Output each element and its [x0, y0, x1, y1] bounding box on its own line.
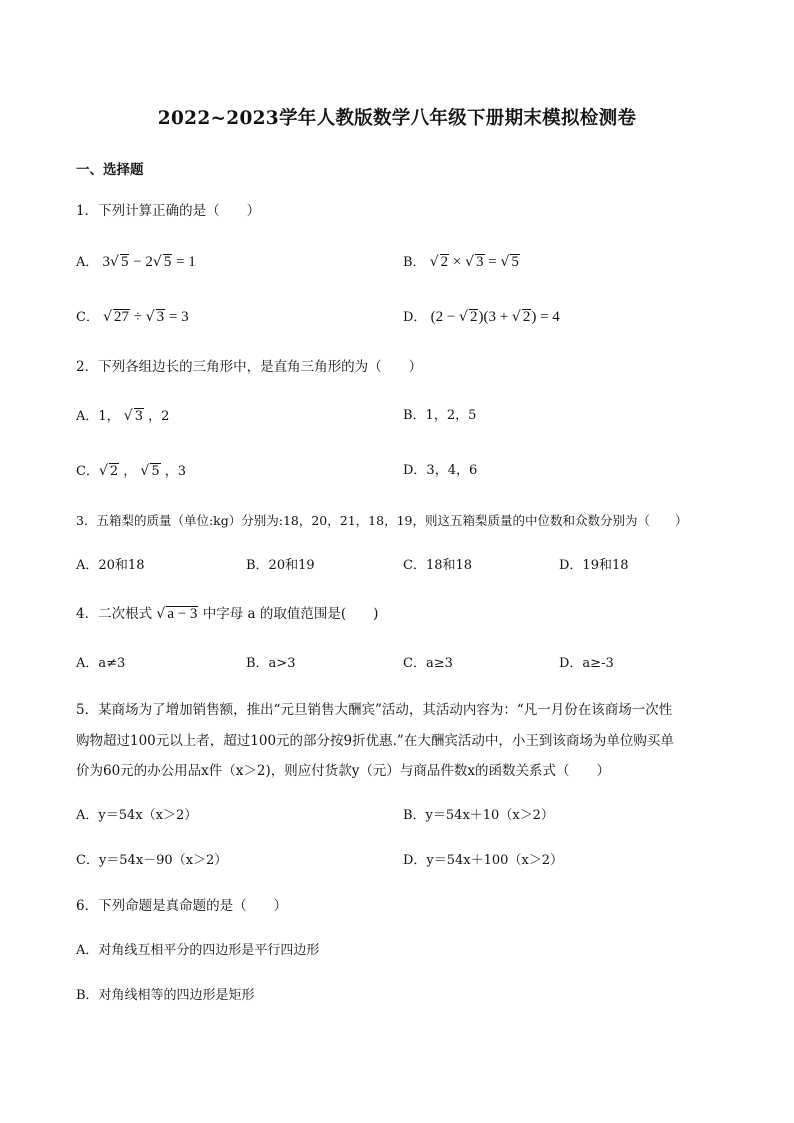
question-6-option-a[interactable]: A．对角线互相平分的四边形是平行四边形 [76, 943, 320, 958]
question-5-option-a[interactable]: A．y＝54x（x＞2） [76, 808, 198, 823]
question-2-option-c[interactable]: C．√ 2 ， √ 5 ，3 [76, 463, 187, 479]
radical-expression: √ a − 3 [156, 606, 198, 622]
page-title: 2022~2023学年人教版数学八年级下册期末模拟检测卷 [157, 108, 637, 129]
question-2-option-b[interactable]: B．1，2，5 [403, 408, 477, 423]
question-1-option-c[interactable]: C． √ 27 ÷ √ 3 = 3 [76, 309, 189, 325]
question-5-stem-line-3: 价为60元的办公用品x件（x＞2)，则应付货款y（元）与商品件数x的函数关系式（ ） [76, 763, 611, 779]
question-3-option-b[interactable]: B．20和19 [246, 558, 315, 573]
formula: (2 − √ 2)(3 + √ 2) = 4 [430, 309, 560, 325]
question-4-stem: 4．二次根式 √ a − 3 中字母 a 的取值范围是( ) [76, 606, 379, 622]
formula: 3√ 5 − 2√ 5 = 1 [102, 254, 196, 270]
question-5-stem-line-1: 5．某商场为了增加销售额，推出“元旦销售大酬宾”活动，其活动内容为：“凡一月份在该商场一次性 [76, 702, 673, 718]
question-5-stem-line-2: 购物超过100元以上者，超过100元的部分按9折优惠.”在大酬宾活动中，小王到该商场为单位购买单 [76, 733, 674, 749]
question-5-option-c[interactable]: C．y＝54x－90（x＞2） [76, 853, 228, 868]
question-1-stem: 1．下列计算正确的是（ ） [76, 203, 261, 219]
question-4-option-a[interactable]: A．a≠3 [76, 656, 126, 671]
formula: √ 2 × √ 3 = √ 5 [429, 254, 519, 270]
question-5-option-d[interactable]: D．y＝54x＋100（x＞2） [403, 853, 564, 868]
question-2-option-d[interactable]: D．3，4，6 [403, 463, 478, 478]
question-2-option-a[interactable]: A．1， √ 3 ，2 [76, 408, 170, 424]
question-4-option-b[interactable]: B．a>3 [246, 656, 296, 671]
question-3-option-d[interactable]: D．19和18 [559, 558, 629, 573]
question-3-stem: 3．五箱梨的质量（单位:kg）分别为:18，20，21，18，19，则这五箱梨质量的中位数和众数分别为（ ） [76, 513, 688, 528]
question-1-option-a[interactable]: A． 3√ 5 − 2√ 5 = 1 [76, 254, 196, 270]
question-1-option-d[interactable]: D． (2 − √ 2)(3 + √ 2) = 4 [403, 309, 560, 325]
question-1-option-b[interactable]: B． √ 2 × √ 3 = √ 5 [403, 254, 519, 270]
question-2-stem: 2．下列各组边长的三角形中，是直角三角形的为（ ） [76, 359, 423, 375]
question-6-option-b[interactable]: B．对角线相等的四边形是矩形 [76, 988, 255, 1003]
question-4-option-c[interactable]: C．a≥3 [403, 656, 453, 671]
question-3-option-c[interactable]: C．18和18 [403, 558, 473, 573]
question-4-option-d[interactable]: D．a≥-3 [559, 656, 614, 671]
section-heading: 一、选择题 [76, 162, 144, 178]
formula: √ 27 ÷ √ 3 = 3 [103, 309, 189, 325]
question-6-stem: 6．下列命题是真命题的是（ ） [76, 898, 288, 914]
question-3-option-a[interactable]: A．20和18 [76, 558, 145, 573]
question-5-option-b[interactable]: B．y＝54x＋10（x＞2） [403, 808, 554, 823]
